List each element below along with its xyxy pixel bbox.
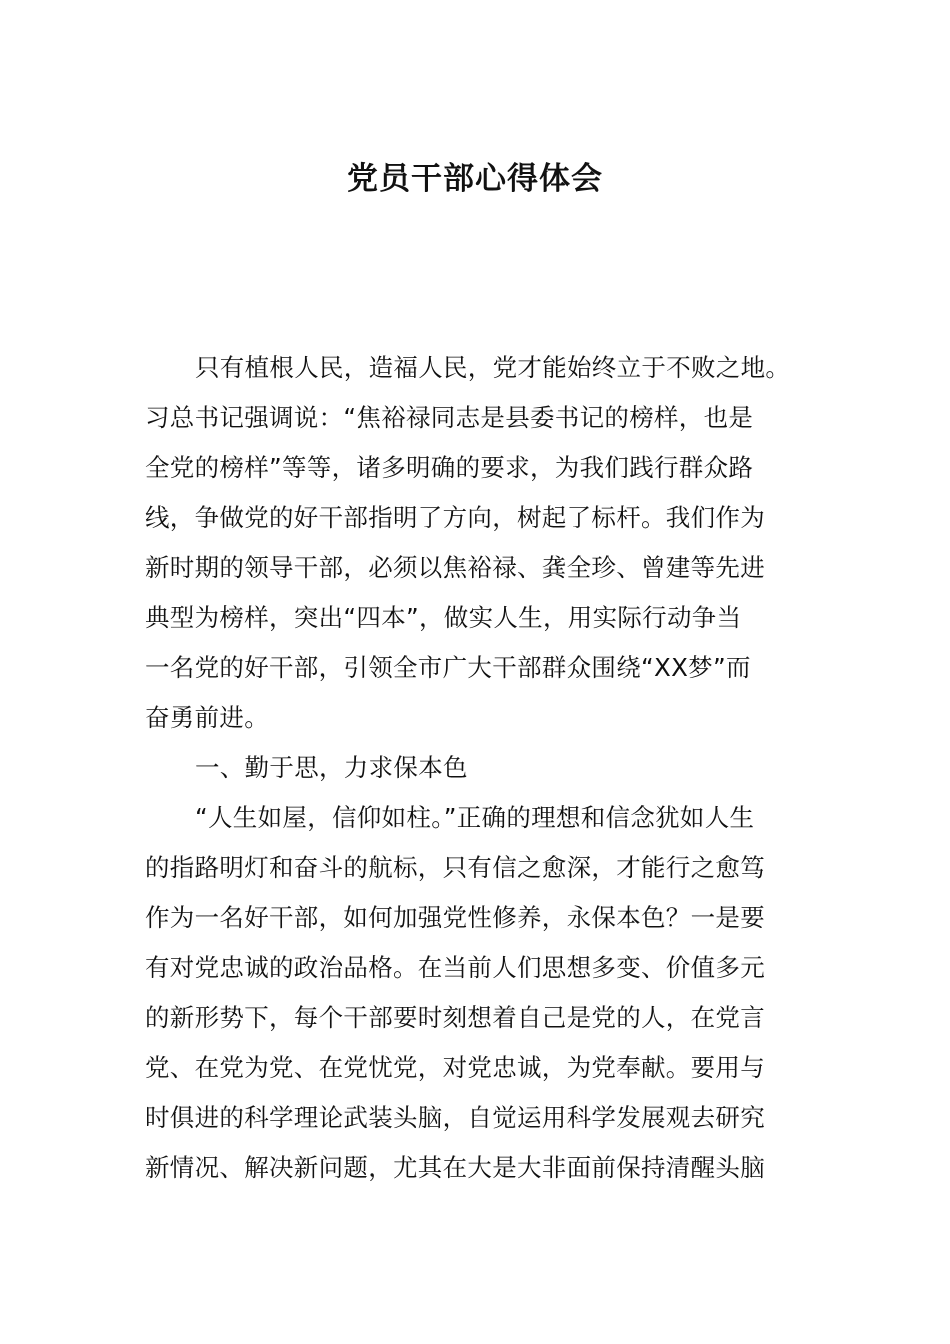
paragraph-line: 有对党忠诚的政治品格。在当前人们思想多变、价值多元 — [145, 953, 765, 982]
paragraph-line: 的指路明灯和奋斗的航标，只有信之愈深，才能行之愈笃 — [145, 853, 765, 882]
paragraph-line: 新时期的领导干部，必须以焦裕禄、龚全珍、曾建等先进 — [145, 553, 765, 582]
paragraph-line: 全党的榜样”等等，诸多明确的要求，为我们践行群众路 — [145, 453, 754, 482]
paragraph-line: 作为一名好干部，如何加强党性修养，永保本色？一是要 — [145, 903, 765, 932]
paragraph-line: 新情况、解决新问题，尤其在大是大非面前保持清醒头脑 — [145, 1153, 765, 1182]
paragraph-line: “人生如屋，信仰如柱。”正确的理想和信念犹如人生 — [195, 803, 755, 832]
paragraph-line: 时俱进的科学理论武装头脑，自觉运用科学发展观去研究 — [145, 1103, 765, 1132]
section-heading: 一、勤于思，力求保本色 — [195, 753, 468, 782]
paragraph-line: 只有植根人民，造福人民，党才能始终立于不败之地。 — [195, 353, 791, 382]
paragraph-line: 奋勇前进。 — [145, 703, 269, 732]
paragraph-line: 一名党的好干部，引领全市广大干部群众围绕“XX梦”而 — [145, 653, 751, 682]
document-title: 党员干部心得体会 — [347, 161, 603, 197]
document-body — [145, 343, 825, 1193]
paragraph-line: 党、在党为党、在党忧党，对党忠诚，为党奉献。要用与 — [145, 1053, 765, 1082]
paragraph-line: 习总书记强调说：“焦裕禄同志是县委书记的榜样，也是 — [145, 403, 754, 432]
paragraph-line: 线，争做党的好干部指明了方向，树起了标杆。我们作为 — [145, 503, 765, 532]
paragraph-line: 的新形势下，每个干部要时刻想着自己是党的人，在党言 — [145, 1003, 765, 1032]
paragraph-line: 典型为榜样，突出“四本”，做实人生，用实际行动争当 — [145, 603, 742, 632]
